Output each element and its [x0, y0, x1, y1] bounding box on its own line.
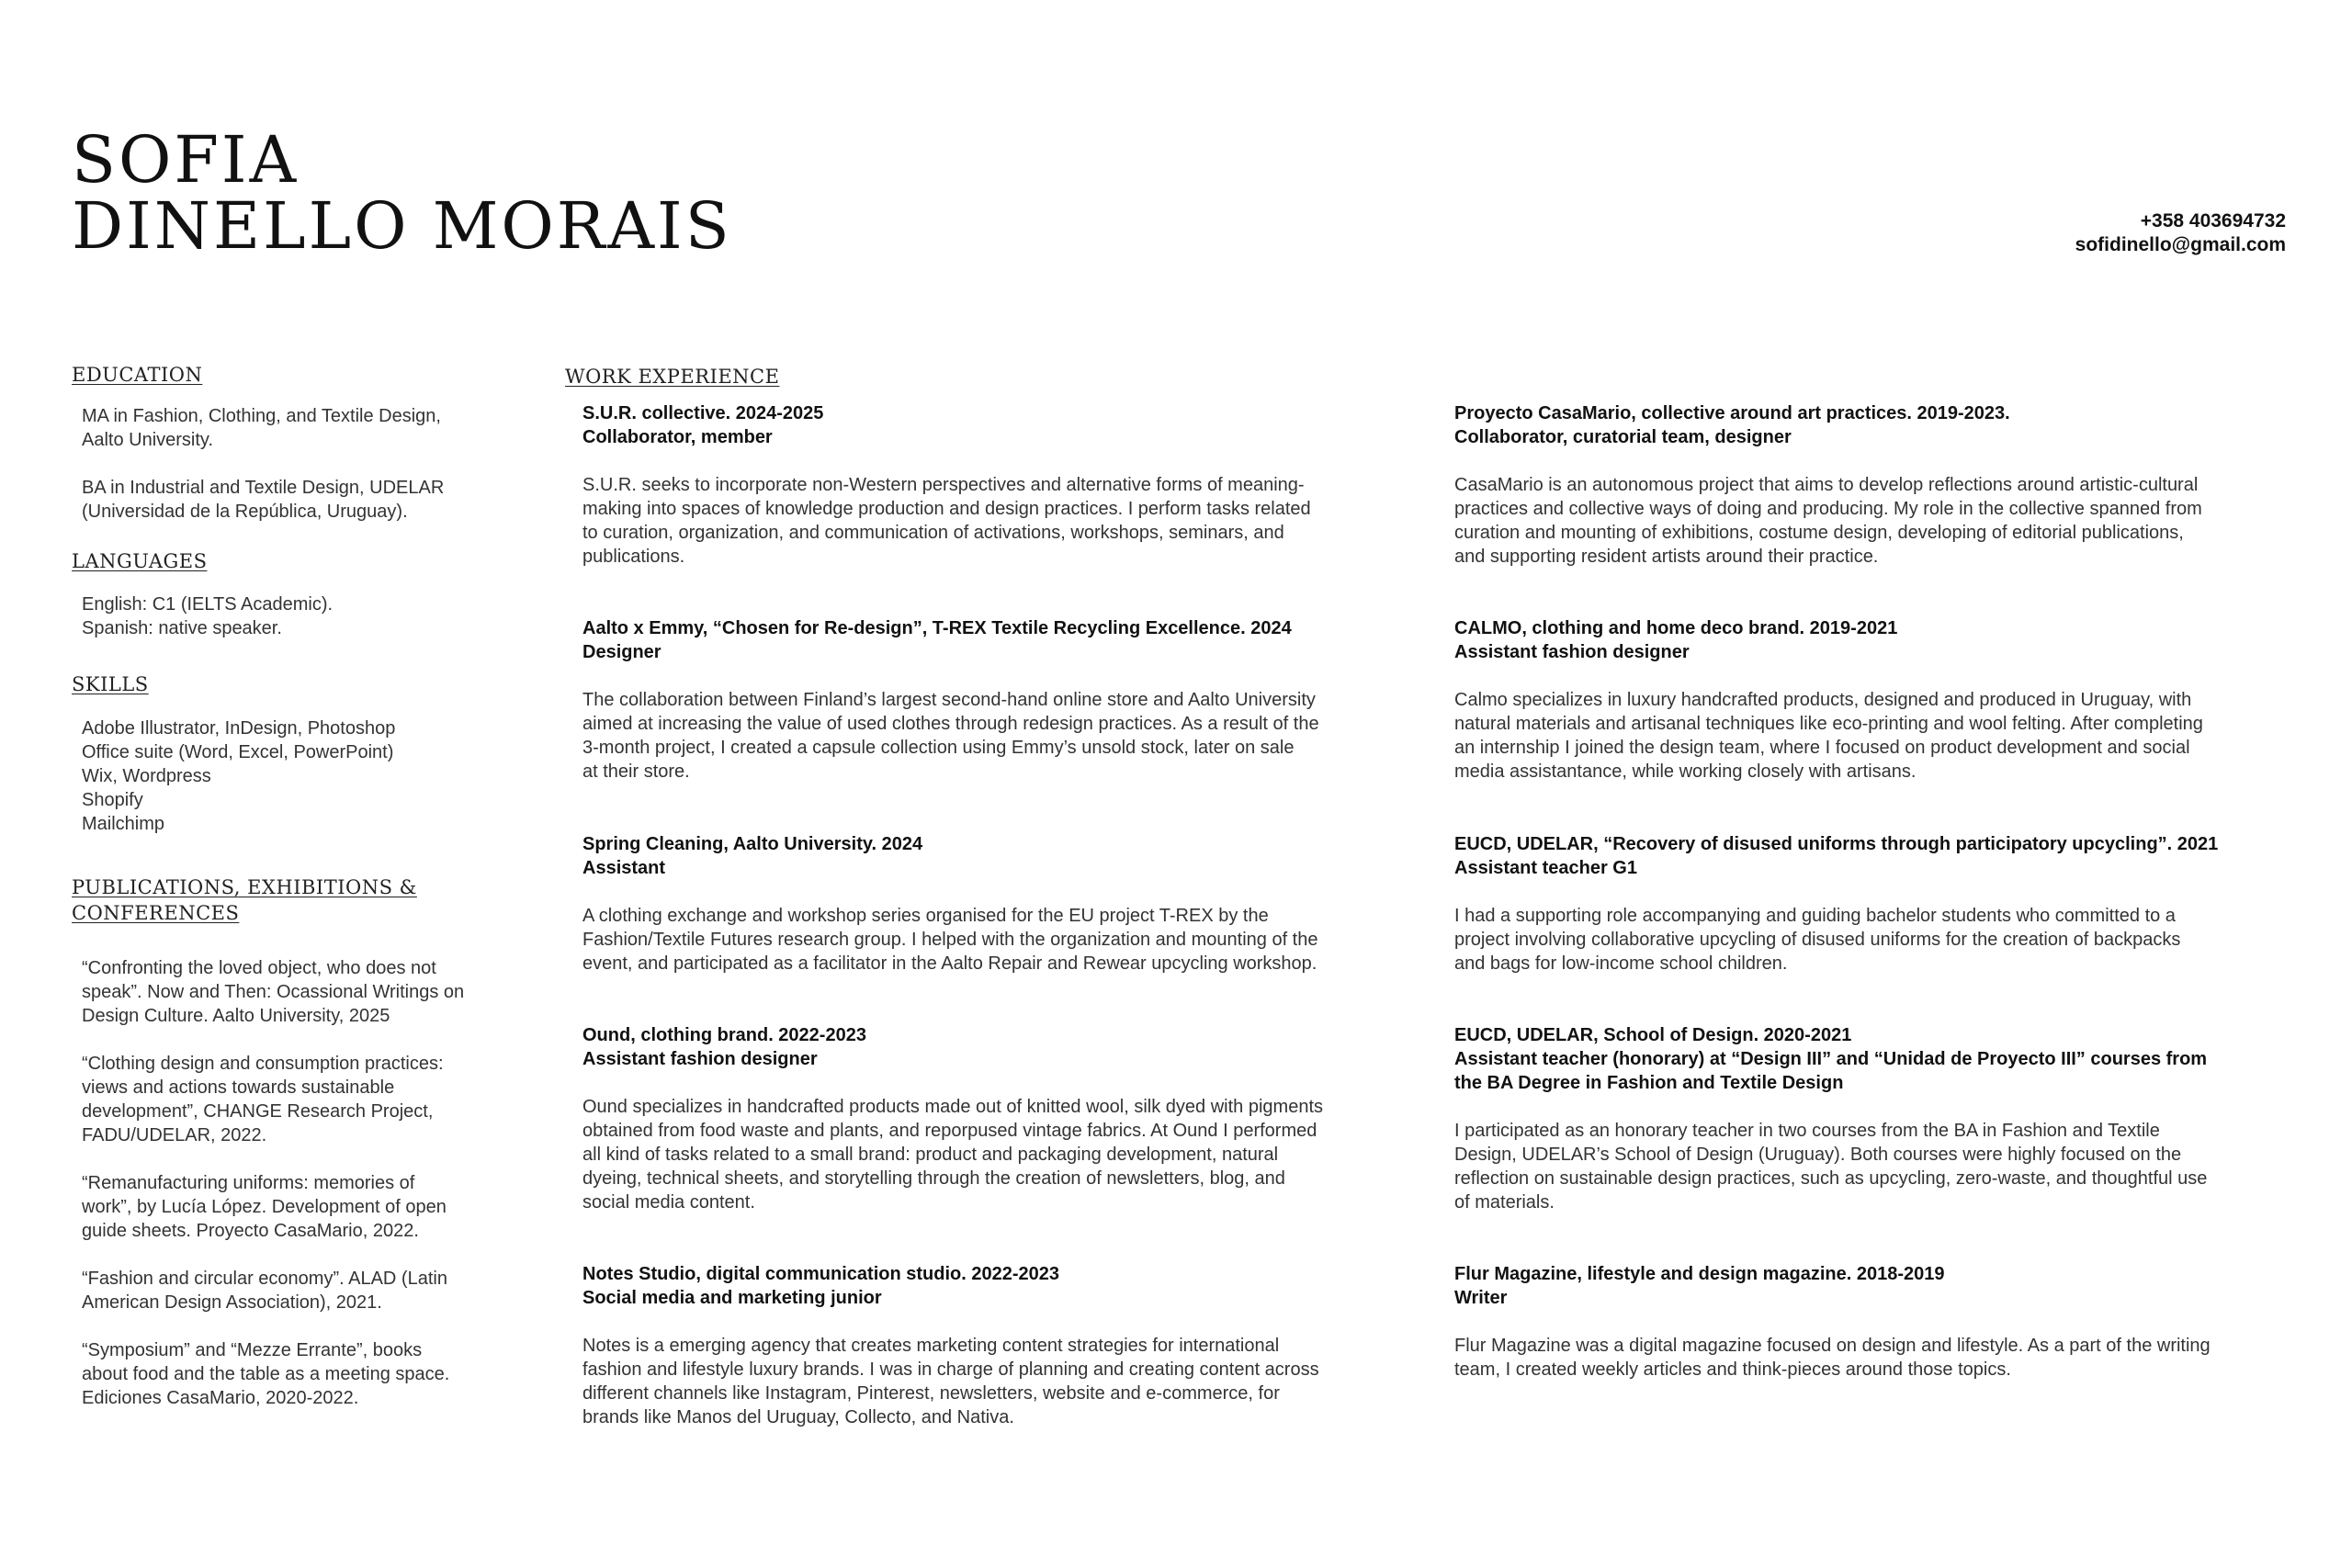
contact-info: [2075, 209, 2286, 257]
job-entry: [1454, 1262, 2267, 1382]
skill-item: Office suite (Word, Excel, PowerPoint): [82, 742, 394, 762]
languages-list: [82, 592, 333, 640]
job-description: Ound specializes in handcrafted products made out of knitted wool, silk dyed with pigments obtained from food waste and plants, and reporpused vintage fabrics. At Ound I performed all kind of tasks related to a small brand: product and packaging development, natural dyeing, technical sheets, and storytelling through the creation of newsletters, blog, and social media content.: [582, 1097, 1323, 1213]
job-description: The collaboration between Finland’s largest second-hand online store and Aalto University aimed at increasing the value of used clothes through redesign practices. As a result of the 3-month project, I created a capsule collection using Emmy’s unsold stock, later on sale at their store.: [582, 690, 1319, 782]
job-entry: [1454, 832, 2281, 976]
language-item: English: C1 (IELTS Academic).: [82, 594, 334, 615]
publication-item: “Fashion and circular economy”. ALAD (Latin American Design Association), 2021.: [82, 1269, 447, 1313]
section-title-skills: SKILLS: [72, 673, 149, 695]
job-description: Notes is a emerging agency that creates marketing content strategies for international fashion and lifestyle luxury brands. I was in charge of planning and creating content across different channels like Instagram, Pinterest, newsletters, website and e-commerce, for brands like Manos del Uruguay, Collecto, and Nativa.: [582, 1336, 1319, 1427]
job-title: Flur Magazine, lifestyle and design magazine. 2018-2019: [1454, 1264, 1945, 1284]
job-description: I had a supporting role accompanying and guiding bachelor students who committed to a project involving collaborative upcycling of disused uniforms for the creation of backpacks and bags for low-income school children.: [1454, 906, 2181, 974]
job-description: CasaMario is an autonomous project that aims to develop reflections around artistic-cultural practices and collective ways of doing and producing. My role in the collective spanned from curation and mounting of exhibitions, costume design, developing of editorial publications, and supporting resident artists around their practice.: [1454, 475, 2202, 567]
job-role: Collaborator, member: [582, 427, 773, 447]
job-role: Social media and marketing junior: [582, 1288, 882, 1308]
language-item: Spanish: native speaker.: [82, 618, 282, 638]
name-first: SOFIA: [72, 122, 300, 197]
section-title-publications: PUBLICATIONS, EXHIBITIONS & CONFERENCES: [72, 876, 417, 924]
job-entry: [582, 1262, 1396, 1429]
job-title: Spring Cleaning, Aalto University. 2024: [582, 834, 923, 854]
phone-number[interactable]: +358 403694732: [2140, 210, 2286, 231]
job-title: Proyecto CasaMario, collective around art practices. 2019-2023.: [1454, 403, 2010, 423]
job-role: Assistant teacher (honorary) at “Design III” and “Unidad de Proyecto III” courses from: [1454, 1049, 2208, 1069]
section-title-education: EDUCATION: [72, 364, 203, 386]
job-role: Assistant: [582, 858, 666, 878]
job-role: Writer: [1454, 1288, 1508, 1308]
job-entry: [1454, 1023, 2281, 1214]
job-entry: [582, 401, 1396, 569]
education-list: [82, 404, 444, 524]
skill-item: Shopify: [82, 790, 143, 810]
job-role-continued: the BA Degree in Fashion and Textile Design: [1454, 1073, 1844, 1093]
job-entry: [582, 832, 1396, 976]
education-item: BA in Industrial and Textile Design, UDELAR (Universidad de la República, Uruguay).: [82, 478, 445, 522]
name-last: DINELLO MORAIS: [72, 188, 732, 264]
job-entry: [1454, 616, 2267, 784]
skill-item: Wix, Wordpress: [82, 766, 211, 786]
job-description: A clothing exchange and workshop series organised for the EU project T-REX by the Fashion/Textile Futures research group. I helped with the organization and mounting of the event, and participated as a facilitator in the Aalto Repair and Rewear upcycling workshop.: [582, 906, 1318, 974]
section-title-languages: LANGUAGES: [72, 550, 208, 572]
job-entry: [582, 1023, 1396, 1214]
job-title: Notes Studio, digital communication studio. 2022-2023: [582, 1264, 1059, 1284]
job-description: I participated as an honorary teacher in two courses from the BA in Fashion and Textile Design, UDELAR’s School of Design (Uruguay). Both courses were highly focused on the reflection on sustainable design practices, such as upcycling, zero-waste, and thoughtful use of materials.: [1454, 1121, 2208, 1213]
job-title: Aalto x Emmy, “Chosen for Re-design”, T-REX Textile Recycling Excellence. 2024: [582, 618, 1292, 638]
job-description: Flur Magazine was a digital magazine focused on design and lifestyle. As a part of the writing team, I created weekly articles and think-pieces around those topics.: [1454, 1336, 2211, 1380]
job-entry: [582, 616, 1396, 784]
publication-item: “Symposium” and “Mezze Errante”, books about food and the table as a meeting space. Ediciones CasaMario, 2020-2022.: [82, 1340, 450, 1408]
job-entry: [1454, 401, 2267, 569]
skill-item: Mailchimp: [82, 814, 165, 834]
education-item: MA in Fashion, Clothing, and Textile Design, Aalto University.: [82, 406, 441, 450]
publications-list: [82, 956, 464, 1410]
job-role: Designer: [582, 642, 662, 662]
job-title: Ound, clothing brand. 2022-2023: [582, 1025, 866, 1045]
skill-item: Adobe Illustrator, InDesign, Photoshop: [82, 718, 396, 739]
skills-list: [82, 716, 395, 836]
publication-item: “Confronting the loved object, who does not speak”. Now and Then: Ocassional Writings on Design Culture. Aalto University, 2025: [82, 958, 465, 1026]
job-role: Assistant fashion designer: [1454, 642, 1690, 662]
email-address[interactable]: sofidinello@gmail.com: [2075, 234, 2286, 255]
job-role: Assistant fashion designer: [582, 1049, 818, 1069]
job-description: Calmo specializes in luxury handcrafted products, designed and produced in Uruguay, with natural materials and artisanal techniques like eco-printing and wool felting. After completing an internship I joined the design team, where I focused on product development and social media assistantance, while working closely with artisans.: [1454, 690, 2203, 782]
job-role: Assistant teacher G1: [1454, 858, 1637, 878]
section-title-work-experience: WORK EXPERIENCE: [565, 366, 780, 388]
job-description: S.U.R. seeks to incorporate non-Western perspectives and alternative forms of meaning- making into spaces of knowledge production and design practices. I perform tasks related to curation, organization, and communication of activations, workshops, seminars, and publications.: [582, 475, 1311, 567]
publication-item: “Remanufacturing uniforms: memories of work”, by Lucía López. Development of open guide sheets. Proyecto CasaMario, 2022.: [82, 1173, 447, 1241]
job-title: EUCD, UDELAR, School of Design. 2020-2021: [1454, 1025, 1852, 1045]
job-title: EUCD, UDELAR, “Recovery of disused uniforms through participatory upcycling”. 2021: [1454, 834, 2219, 854]
job-title: CALMO, clothing and home deco brand. 2019-2021: [1454, 618, 1898, 638]
job-role: Collaborator, curatorial team, designer: [1454, 427, 1792, 447]
publication-item: “Clothing design and consumption practices: views and actions towards sustainable development”, CHANGE Research Project, FADU/UDELAR, 2022.: [82, 1054, 444, 1145]
job-title: S.U.R. collective. 2024-2025: [582, 403, 824, 423]
page-title: [72, 122, 732, 264]
